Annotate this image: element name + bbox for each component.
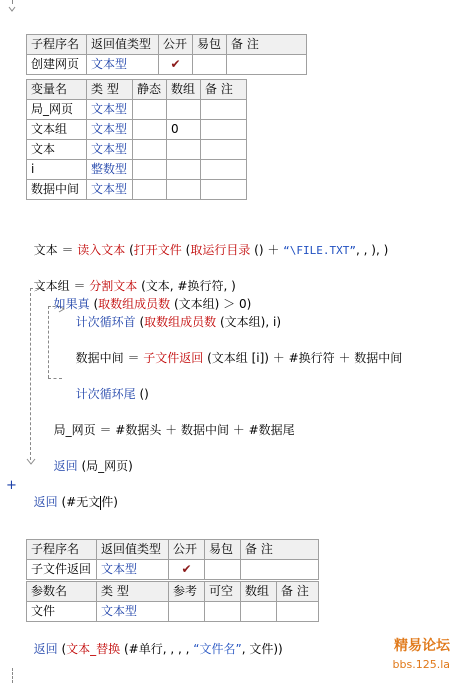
code-line[interactable]: 文本组 ＝ 分割文本 (文本, #换行符, ) bbox=[33, 279, 236, 293]
col-return-type: 返回值类型 bbox=[87, 35, 159, 55]
code-line[interactable]: 文本 ＝ 读入文本 (打开文件 (取运行目录 () ＋ “\FILE.TXT”, , ), ) bbox=[33, 243, 389, 257]
col-var-name: 变量名 bbox=[27, 80, 87, 100]
code-line[interactable]: 返回 (#无文件) bbox=[33, 495, 118, 509]
subroutine-name-cell[interactable]: 创建网页 bbox=[27, 55, 87, 75]
code-line[interactable]: 计次循环首 (取数组成员数 (文本组), i) bbox=[75, 315, 281, 329]
code-line[interactable]: 返回 (局_网页) bbox=[53, 459, 133, 473]
var-array-cell[interactable] bbox=[167, 160, 201, 180]
var-type-cell[interactable]: 文本型 bbox=[87, 120, 133, 140]
var-array-cell[interactable] bbox=[167, 180, 201, 200]
col-nullable: 可空 bbox=[205, 582, 241, 602]
subroutine-table bbox=[26, 34, 307, 75]
col-param-name: 参数名 bbox=[27, 582, 97, 602]
var-note-cell[interactable] bbox=[201, 100, 247, 120]
col-public: 公开 bbox=[169, 540, 205, 560]
public-check-icon[interactable]: ✔ bbox=[159, 55, 193, 75]
var-static-cell[interactable] bbox=[133, 120, 167, 140]
col-static: 静态 bbox=[133, 80, 167, 100]
param-type-cell[interactable]: 文本型 bbox=[97, 602, 169, 622]
param-nullable-cell[interactable] bbox=[205, 602, 241, 622]
expand-plus-icon[interactable]: + bbox=[6, 478, 17, 493]
var-static-cell[interactable] bbox=[133, 160, 167, 180]
var-static-cell[interactable] bbox=[133, 180, 167, 200]
table-row bbox=[27, 180, 247, 200]
table-row bbox=[27, 602, 319, 622]
code-line[interactable]: 局_网页 ＝ #数据头 ＋ 数据中间 ＋ #数据尾 bbox=[53, 423, 295, 437]
table-row bbox=[27, 160, 247, 180]
var-static-cell[interactable] bbox=[133, 100, 167, 120]
code-line[interactable]: 如果真 (取数组成员数 (文本组) ＞ 0) bbox=[53, 297, 252, 311]
table-row bbox=[27, 140, 247, 160]
col-array: 数组 bbox=[241, 582, 277, 602]
var-type-cell[interactable]: 整数型 bbox=[87, 160, 133, 180]
col-var-note: 备 注 bbox=[201, 80, 247, 100]
col-note: 备 注 bbox=[241, 540, 319, 560]
var-array-cell[interactable] bbox=[167, 140, 201, 160]
package-cell[interactable] bbox=[205, 560, 241, 580]
var-static-cell[interactable] bbox=[133, 140, 167, 160]
variable-table bbox=[26, 79, 247, 200]
var-note-cell[interactable] bbox=[201, 120, 247, 140]
branch-arrow-icon bbox=[26, 455, 36, 469]
var-name-cell[interactable]: i bbox=[27, 160, 87, 180]
var-name-cell[interactable]: 文本组 bbox=[27, 120, 87, 140]
package-cell[interactable] bbox=[193, 55, 227, 75]
code-line[interactable]: 返回 (文本_替换 (#单行, , , , “文件名”, 文件)) bbox=[33, 642, 283, 656]
var-type-cell[interactable]: 文本型 bbox=[87, 140, 133, 160]
col-param-note: 备 注 bbox=[277, 582, 319, 602]
col-subname: 子程序名 bbox=[27, 35, 87, 55]
code-line[interactable]: 计次循环尾 () bbox=[75, 387, 149, 401]
param-name-cell[interactable]: 文件 bbox=[27, 602, 97, 622]
var-array-cell[interactable] bbox=[167, 100, 201, 120]
return-type-cell[interactable]: 文本型 bbox=[97, 560, 169, 580]
col-ref: 参考 bbox=[169, 582, 205, 602]
col-return-type: 返回值类型 bbox=[97, 540, 169, 560]
col-subname: 子程序名 bbox=[27, 540, 97, 560]
var-array-cell[interactable]: 0 bbox=[167, 120, 201, 140]
note-cell[interactable] bbox=[227, 55, 307, 75]
forum-watermark-logo: 精易论坛 bbox=[394, 638, 450, 654]
var-name-cell[interactable]: 局_网页 bbox=[27, 100, 87, 120]
var-note-cell[interactable] bbox=[201, 140, 247, 160]
col-package: 易包 bbox=[205, 540, 241, 560]
var-name-cell[interactable]: 数据中间 bbox=[27, 180, 87, 200]
col-var-type: 类 型 bbox=[87, 80, 133, 100]
col-param-type: 类 型 bbox=[97, 582, 169, 602]
public-check-icon[interactable]: ✔ bbox=[169, 560, 205, 580]
var-name-cell[interactable]: 文本 bbox=[27, 140, 87, 160]
col-package: 易包 bbox=[193, 35, 227, 55]
var-note-cell[interactable] bbox=[201, 160, 247, 180]
col-note: 备 注 bbox=[227, 35, 307, 55]
parameter-table bbox=[26, 581, 319, 622]
var-type-cell[interactable]: 文本型 bbox=[87, 180, 133, 200]
subroutine-table bbox=[26, 539, 319, 580]
return-type-cell[interactable]: 文本型 bbox=[87, 55, 159, 75]
var-note-cell[interactable] bbox=[201, 180, 247, 200]
col-array: 数组 bbox=[167, 80, 201, 100]
var-type-cell[interactable]: 文本型 bbox=[87, 100, 133, 120]
col-public: 公开 bbox=[159, 35, 193, 55]
param-ref-cell[interactable] bbox=[169, 602, 205, 622]
table-row bbox=[27, 120, 247, 140]
table-row bbox=[27, 100, 247, 120]
forum-watermark-url: bbs.125.la bbox=[392, 658, 450, 671]
param-note-cell[interactable] bbox=[277, 602, 319, 622]
code-line[interactable]: 数据中间 ＝ 子文件返回 (文本组 [i]) ＋ #换行符 ＋ 数据中间 bbox=[75, 351, 403, 365]
param-array-cell[interactable] bbox=[241, 602, 277, 622]
note-cell[interactable] bbox=[241, 560, 319, 580]
subroutine-name-cell[interactable]: 子文件返回 bbox=[27, 560, 97, 580]
